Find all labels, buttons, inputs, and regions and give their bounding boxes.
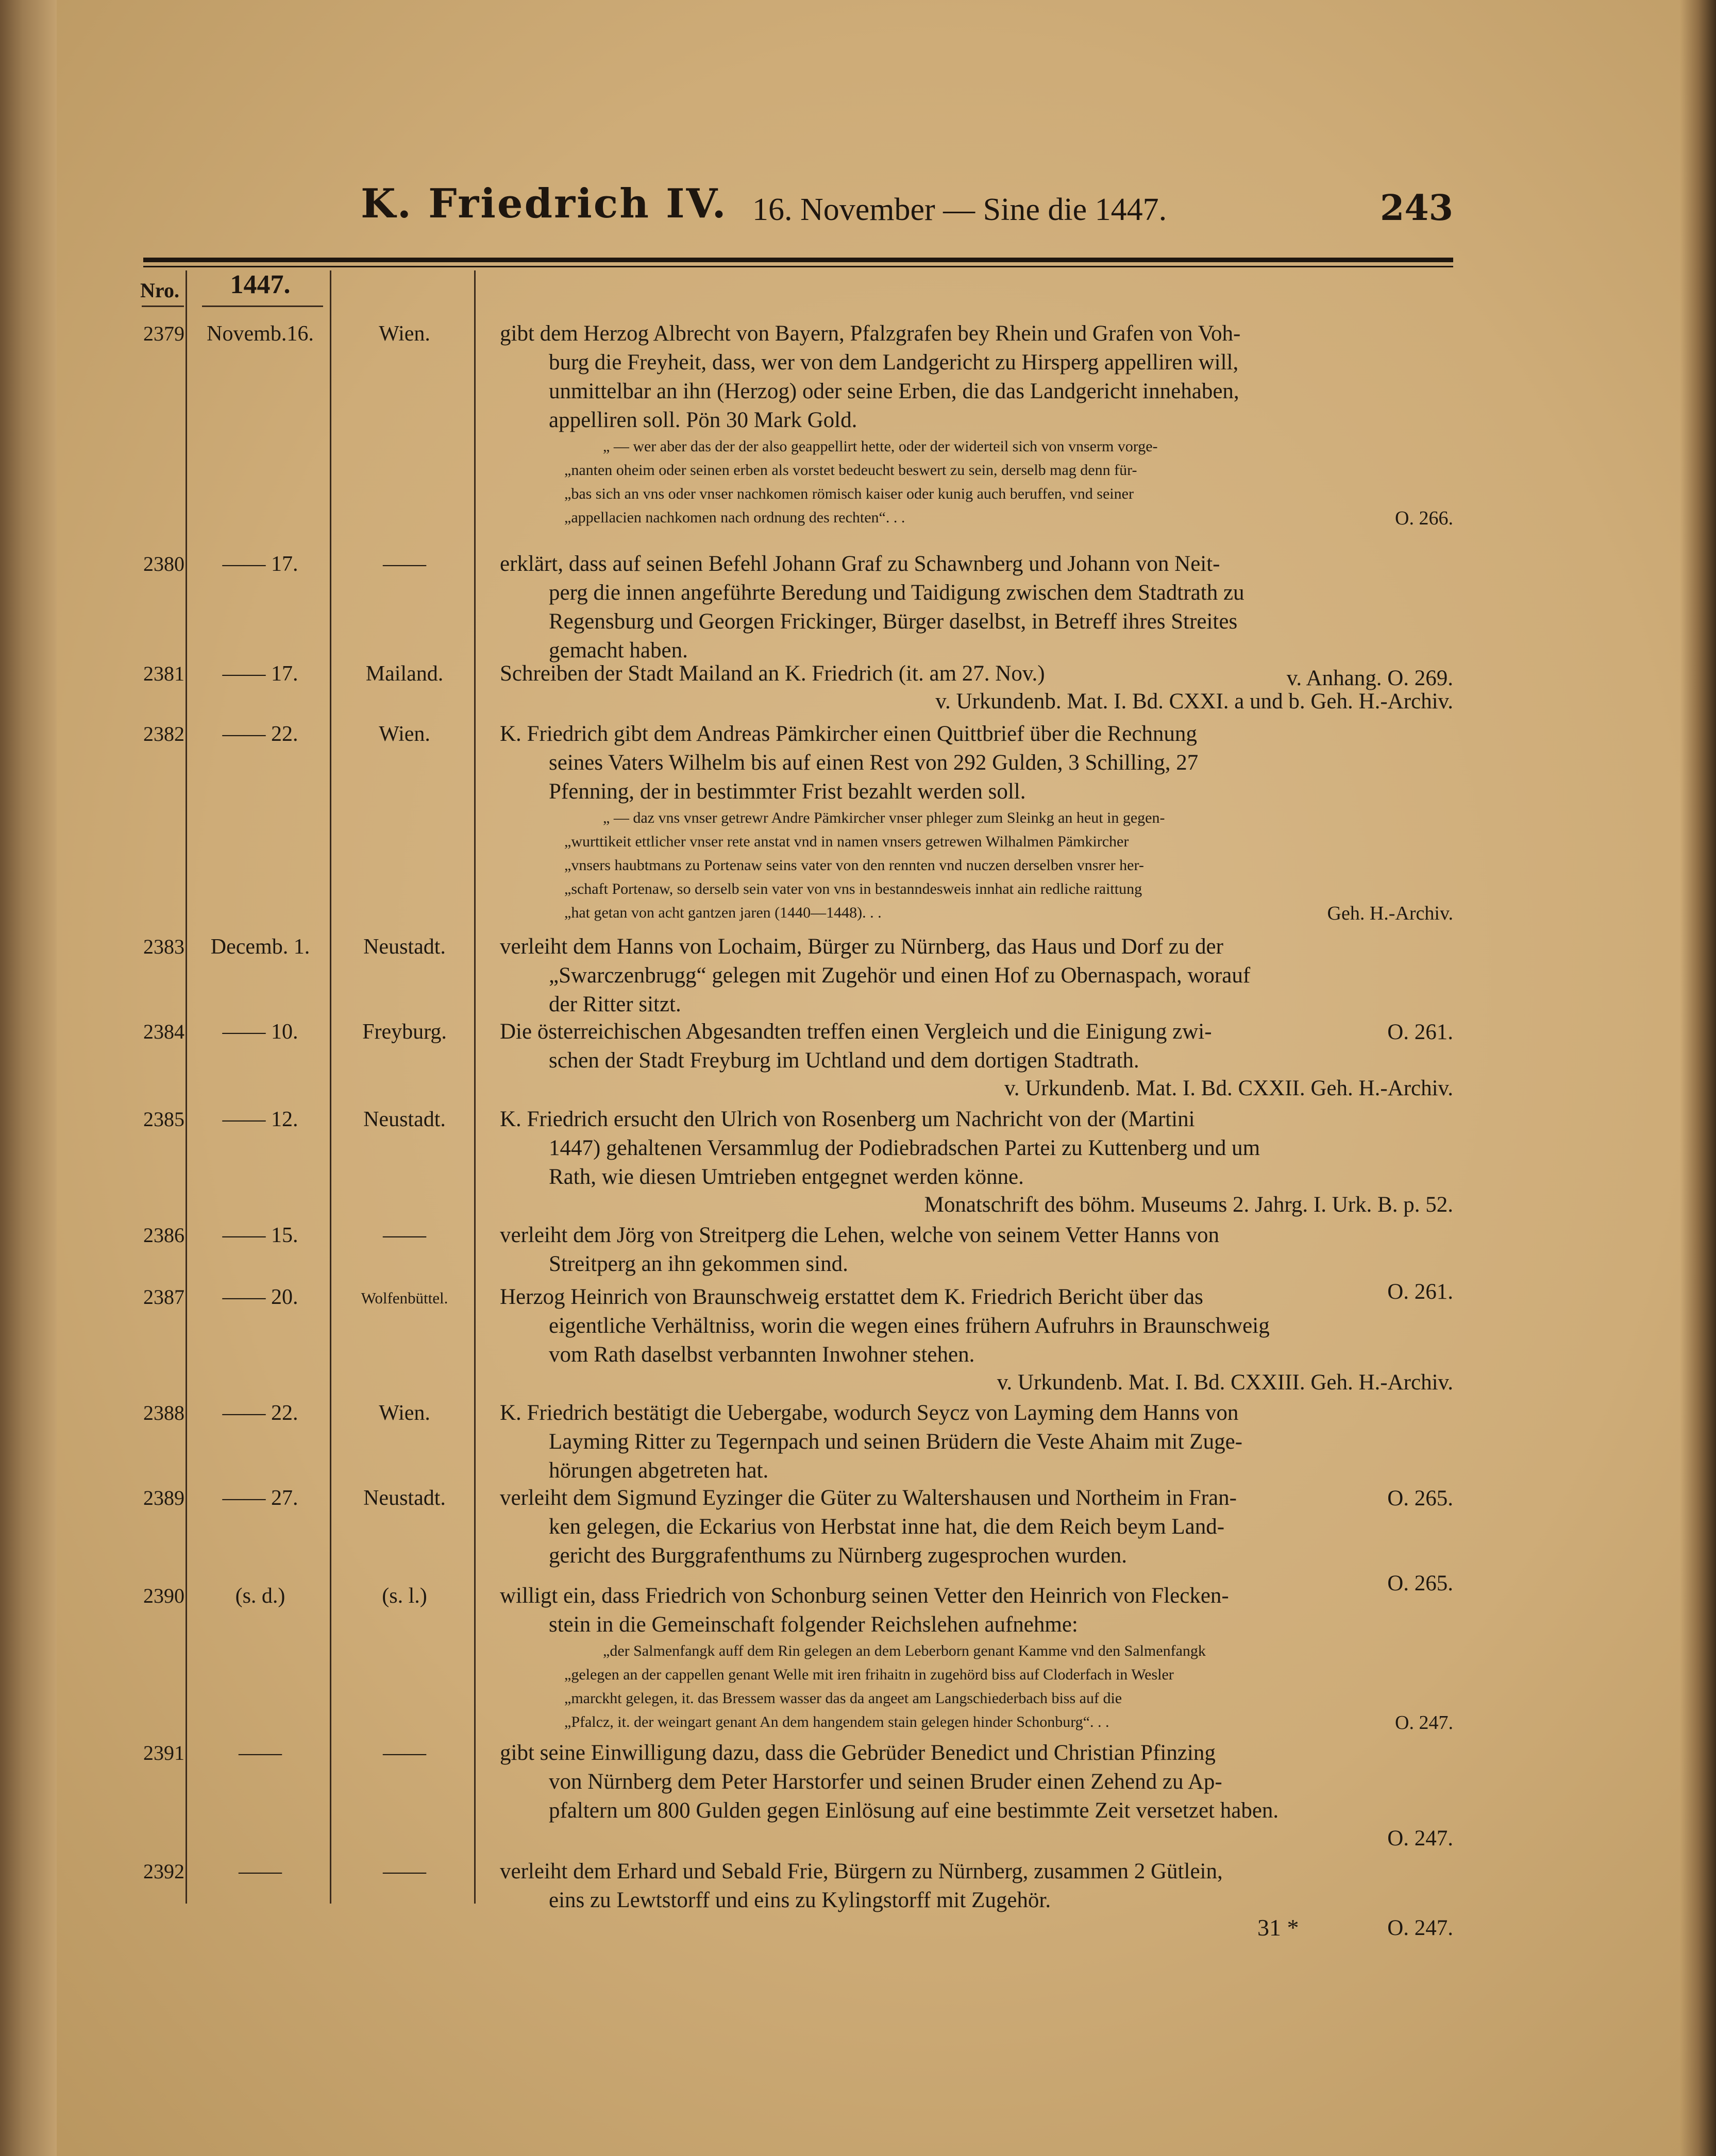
description-line: ken gelegen, die Eckarius von Herbstat inne hat, die dem Reich beym Land- bbox=[549, 1515, 1225, 1539]
description-line: burg die Freyheit, dass, wer von dem Landgericht zu Hirsperg appelliren will, bbox=[549, 350, 1239, 375]
header-rule-thin bbox=[143, 266, 1453, 267]
signature-mark: 31 * bbox=[1257, 1914, 1299, 1941]
entry-number: 2385 bbox=[143, 1108, 184, 1131]
description-line: Regensburg und Georgen Frickinger, Bürger daselbst, in Betreff ihres Streites bbox=[549, 609, 1238, 634]
entry-date: —— 17. bbox=[222, 552, 298, 576]
entry-place: Wien. bbox=[379, 722, 430, 746]
description-line: Die österreichischen Abgesandten treffen einen Vergleich und die Einigung zwi- bbox=[500, 1020, 1212, 1044]
entry-description bbox=[500, 1283, 1453, 1396]
column-divider-date bbox=[330, 270, 331, 1904]
header-rule-thick bbox=[143, 258, 1453, 262]
description-line: seines Vaters Wilhelm bis auf einen Rest von 292 Gulden, 3 Schilling, 27 bbox=[549, 751, 1199, 775]
quoted-text-line: „Pfalcz, it. der weingart genant An dem hangendem stain gelegen hinder Schonburg“. . . bbox=[564, 1713, 1109, 1730]
entry-place: —— bbox=[383, 1224, 426, 1247]
column-head-nro: Nro. bbox=[140, 279, 179, 302]
header-title: K. Friedrich IV. bbox=[361, 180, 728, 227]
entry-description bbox=[500, 1105, 1453, 1218]
source-reference: O. 265. bbox=[1387, 1571, 1453, 1595]
page-edge-shadow bbox=[1680, 0, 1716, 2156]
entry-date: Decemb. 1. bbox=[210, 935, 310, 959]
description-line: verleiht dem Erhard und Sebald Frie, Bürgern zu Nürnberg, zusammen 2 Gütlein, bbox=[500, 1859, 1223, 1883]
description-line: willigt ein, dass Friedrich von Schonburg seinen Vetter den Heinrich von Flecken- bbox=[500, 1584, 1229, 1608]
entry-number: 2381 bbox=[143, 662, 184, 685]
entry-number: 2382 bbox=[143, 722, 184, 745]
entry-date: —— 17. bbox=[222, 662, 298, 686]
entry-date: —— 15. bbox=[222, 1224, 298, 1247]
description-line: gibt seine Einwilligung dazu, dass die Gebrüder Benedict und Christian Pfinzing bbox=[500, 1741, 1216, 1765]
column-divider-nro bbox=[186, 270, 187, 1904]
quoted-text-line: „nanten oheim oder seinen erben als vorstet bedeucht beswert zu sein, derselb mag denn für- bbox=[564, 462, 1137, 479]
description-line: der Ritter sitzt. bbox=[549, 992, 681, 1016]
quoted-text-line: „bas sich an vns oder vnser nachkomen römisch kaiser oder kunig auch beruffen, vnd seiner bbox=[564, 485, 1134, 502]
description-line: schen der Stadt Freyburg im Uchtland und dem dortigen Stadtrath. bbox=[549, 1048, 1139, 1073]
source-reference: v. Anhang. O. 269. bbox=[1286, 666, 1453, 690]
description-line: stein in die Gemeinschaft folgender Reichslehen aufnehme: bbox=[549, 1612, 1078, 1637]
entry-place: Mailand. bbox=[365, 662, 444, 686]
column-head-nro-underline bbox=[142, 305, 184, 307]
description-line: erklärt, dass auf seinen Befehl Johann Graf zu Schawnberg und Johann von Neit- bbox=[500, 552, 1220, 576]
entry-description bbox=[500, 1017, 1453, 1102]
source-reference: O. 261. bbox=[1387, 1280, 1453, 1304]
description-line: von Nürnberg dem Peter Harstorfer und seinen Bruder einen Zehend zu Ap- bbox=[549, 1770, 1222, 1794]
entry-place: —— bbox=[383, 552, 426, 576]
entry-date: —— 20. bbox=[222, 1285, 298, 1309]
description-line: Schreiben der Stadt Mailand an K. Friedrich (it. am 27. Nov.) bbox=[500, 661, 1045, 686]
source-reference: O. 247. bbox=[1395, 1712, 1453, 1734]
quoted-text-line: „vnsers haubtmans zu Portenaw seins vater von den rennten vnd nuczen derselben vnsrer her- bbox=[564, 857, 1144, 874]
entry-number: 2388 bbox=[143, 1401, 184, 1424]
entry-number: 2383 bbox=[143, 935, 184, 958]
entry-description bbox=[500, 720, 1453, 924]
entry-number: 2392 bbox=[143, 1860, 184, 1883]
description-line: eins zu Lewtstorff und eins zu Kylingstorff mit Zugehör. bbox=[549, 1888, 1051, 1912]
source-reference: v. Urkundenb. Mat. I. Bd. CXXII. Geh. H.-Archiv. bbox=[1004, 1076, 1453, 1100]
description-line: eigentliche Verhältniss, worin die wegen eines frühern Aufruhrs in Braunschweig bbox=[549, 1314, 1270, 1338]
entry-number: 2391 bbox=[143, 1741, 184, 1764]
description-line: K. Friedrich gibt dem Andreas Pämkircher einen Quittbrief über die Rechnung bbox=[500, 722, 1197, 746]
description-line: perg die innen angeführte Beredung und Taidigung zwischen dem Stadtrath zu bbox=[549, 581, 1244, 605]
source-reference: Geh. H.-Archiv. bbox=[1327, 903, 1453, 924]
quoted-text-line: „wurttikeit ettlicher vnser rete anstat vnd in namen vnsers getrewen Wilhalmen Pämkircher bbox=[564, 833, 1129, 850]
entry-place: —— bbox=[383, 1860, 426, 1883]
entry-date: (s. d.) bbox=[235, 1584, 285, 1608]
entry-place: Freyburg. bbox=[362, 1020, 447, 1044]
entry-place: Wien. bbox=[379, 322, 430, 346]
quoted-text-line: „der Salmenfangk auff dem Rin gelegen an dem Leberborn genant Kamme vnd den Salmenfangk bbox=[603, 1642, 1206, 1659]
source-reference: O. 265. bbox=[1387, 1486, 1453, 1510]
entry-date: —— 27. bbox=[222, 1486, 298, 1510]
header-date-range: 16. November — Sine die 1447. bbox=[752, 192, 1167, 227]
description-line: verleiht dem Hanns von Lochaim, Bürger zu Nürnberg, das Haus und Dorf zu der bbox=[500, 935, 1223, 959]
column-head-year-underline bbox=[202, 305, 323, 307]
entry-number: 2387 bbox=[143, 1285, 184, 1309]
entry-description bbox=[500, 1484, 1453, 1597]
running-header bbox=[361, 180, 1453, 242]
entry-number: 2384 bbox=[143, 1020, 184, 1043]
description-line: pfaltern um 800 Gulden gegen Einlösung auf eine bestimmte Zeit versetzet haben. bbox=[549, 1798, 1279, 1823]
quoted-text-line: „ — daz vns vnser getrewr Andre Pämkircher vnser phleger zum Sleinkg an heut in gegen- bbox=[603, 809, 1165, 826]
description-line: verleiht dem Sigmund Eyzinger die Güter zu Waltershausen und Northeim in Fran- bbox=[500, 1486, 1237, 1510]
description-line: unmittelbar an ihn (Herzog) oder seine Erben, die das Landgericht innehaben, bbox=[549, 379, 1239, 403]
entry-description bbox=[500, 319, 1453, 529]
description-line: hörungen abgetreten hat. bbox=[549, 1458, 769, 1483]
entry-date: Novemb.16. bbox=[207, 322, 314, 346]
column-divider-place bbox=[474, 270, 476, 1904]
entry-number: 2379 bbox=[143, 322, 184, 345]
quoted-text-line: „marckht gelegen, it. das Bressem wasser das da angeet am Langschiederbach biss auf die bbox=[564, 1690, 1122, 1707]
source-reference: O. 261. bbox=[1387, 1020, 1453, 1044]
entry-description bbox=[500, 1582, 1453, 1733]
description-line: Pfenning, der in bestimmter Frist bezahlt werden soll. bbox=[549, 779, 1026, 804]
description-line: Streitperg an ihn gekommen sind. bbox=[549, 1252, 848, 1276]
description-line: „Swarczenbrugg“ gelegen mit Zugehör und einen Hof zu Obernaspach, worauf bbox=[549, 963, 1251, 988]
entry-place: Neustadt. bbox=[363, 1486, 446, 1510]
entry-date: —— 22. bbox=[222, 1401, 298, 1425]
entry-date: —— bbox=[239, 1860, 282, 1883]
book-gutter bbox=[0, 0, 57, 2156]
description-line: verleiht dem Jörg von Streitperg die Lehen, welche von seinem Vetter Hanns von bbox=[500, 1223, 1219, 1247]
description-line: Layming Ritter zu Tegernpach und seinen Brüdern die Veste Ahaim mit Zuge- bbox=[549, 1430, 1242, 1454]
description-line: 1447) gehaltenen Versammlug der Podiebradschen Partei zu Kuttenberg und um bbox=[549, 1136, 1260, 1160]
column-head-year: 1447. bbox=[230, 270, 291, 299]
entry-date: —— bbox=[239, 1741, 282, 1765]
description-line: K. Friedrich bestätigt die Uebergabe, wodurch Seycz von Layming dem Hanns von bbox=[500, 1401, 1239, 1425]
source-reference: O. 266. bbox=[1395, 507, 1453, 529]
source-reference: v. Urkundenb. Mat. I. Bd. CXXIII. Geh. H.-Archiv. bbox=[997, 1370, 1453, 1395]
entry-date: —— 12. bbox=[222, 1108, 298, 1131]
entry-place: Wien. bbox=[379, 1401, 430, 1425]
entry-number: 2380 bbox=[143, 552, 184, 575]
entry-number: 2386 bbox=[143, 1224, 184, 1247]
entry-place: Neustadt. bbox=[363, 1108, 446, 1131]
entry-place: Neustadt. bbox=[363, 935, 446, 959]
entry-place: Wolfenbüttel. bbox=[361, 1289, 448, 1307]
quoted-text-line: „schaft Portenaw, so derselb sein vater von vns in bestanndesweis innhat ain redliche raittung bbox=[564, 880, 1142, 897]
entry-date: —— 22. bbox=[222, 722, 298, 746]
description-line: gemacht haben. bbox=[549, 638, 688, 663]
source-reference: Monatschrift des böhm. Museums 2. Jahrg. I. Urk. B. p. 52. bbox=[924, 1193, 1453, 1217]
quoted-text-line: „ — wer aber das der der also geappellirt hette, oder der widerteil sich von vnserm vorge- bbox=[603, 438, 1158, 455]
description-line: K. Friedrich ersucht den Ulrich von Rosenberg um Nachricht von der (Martini bbox=[500, 1107, 1195, 1131]
description-line: Herzog Heinrich von Braunschweig erstattet dem K. Friedrich Bericht über das bbox=[500, 1285, 1203, 1309]
entry-description bbox=[500, 1857, 1453, 1942]
entry-number: 2390 bbox=[143, 1584, 184, 1607]
description-line: gibt dem Herzog Albrecht von Bayern, Pfalzgrafen bey Rhein und Grafen von Voh- bbox=[500, 321, 1241, 346]
description-line: gericht des Burggrafenthums zu Nürnberg zugesprochen wurden. bbox=[549, 1543, 1128, 1568]
source-reference: O. 247. bbox=[1387, 1826, 1453, 1851]
entry-description bbox=[500, 1739, 1453, 1852]
entry-date: —— 10. bbox=[222, 1020, 298, 1044]
quoted-text-line: „appellacien nachkomen nach ordnung des rechten“. . . bbox=[564, 509, 905, 526]
quoted-text-line: „hat getan von acht gantzen jaren (1440—1448). . . bbox=[564, 904, 882, 921]
entry-description bbox=[500, 659, 1453, 715]
quoted-text-line: „gelegen an der cappellen genant Welle mit iren frihaitn in zugehörd biss auf Cloderfach in Wesler bbox=[564, 1666, 1174, 1683]
entry-number: 2389 bbox=[143, 1486, 184, 1509]
description-line: vom Rath daselbst verbannten Inwohner stehen. bbox=[549, 1343, 975, 1367]
description-line: appelliren soll. Pön 30 Mark Gold. bbox=[549, 408, 857, 432]
entry-place: (s. l.) bbox=[382, 1584, 427, 1608]
page-number: 243 bbox=[1380, 188, 1453, 229]
source-reference: O. 247. bbox=[1387, 1916, 1453, 1940]
source-reference: v. Urkundenb. Mat. I. Bd. CXXI. a und b. Geh. H.-Archiv. bbox=[935, 689, 1453, 714]
description-line: Rath, wie diesen Umtrieben entgegnet werden könne. bbox=[549, 1165, 1024, 1189]
entry-place: —— bbox=[383, 1741, 426, 1765]
